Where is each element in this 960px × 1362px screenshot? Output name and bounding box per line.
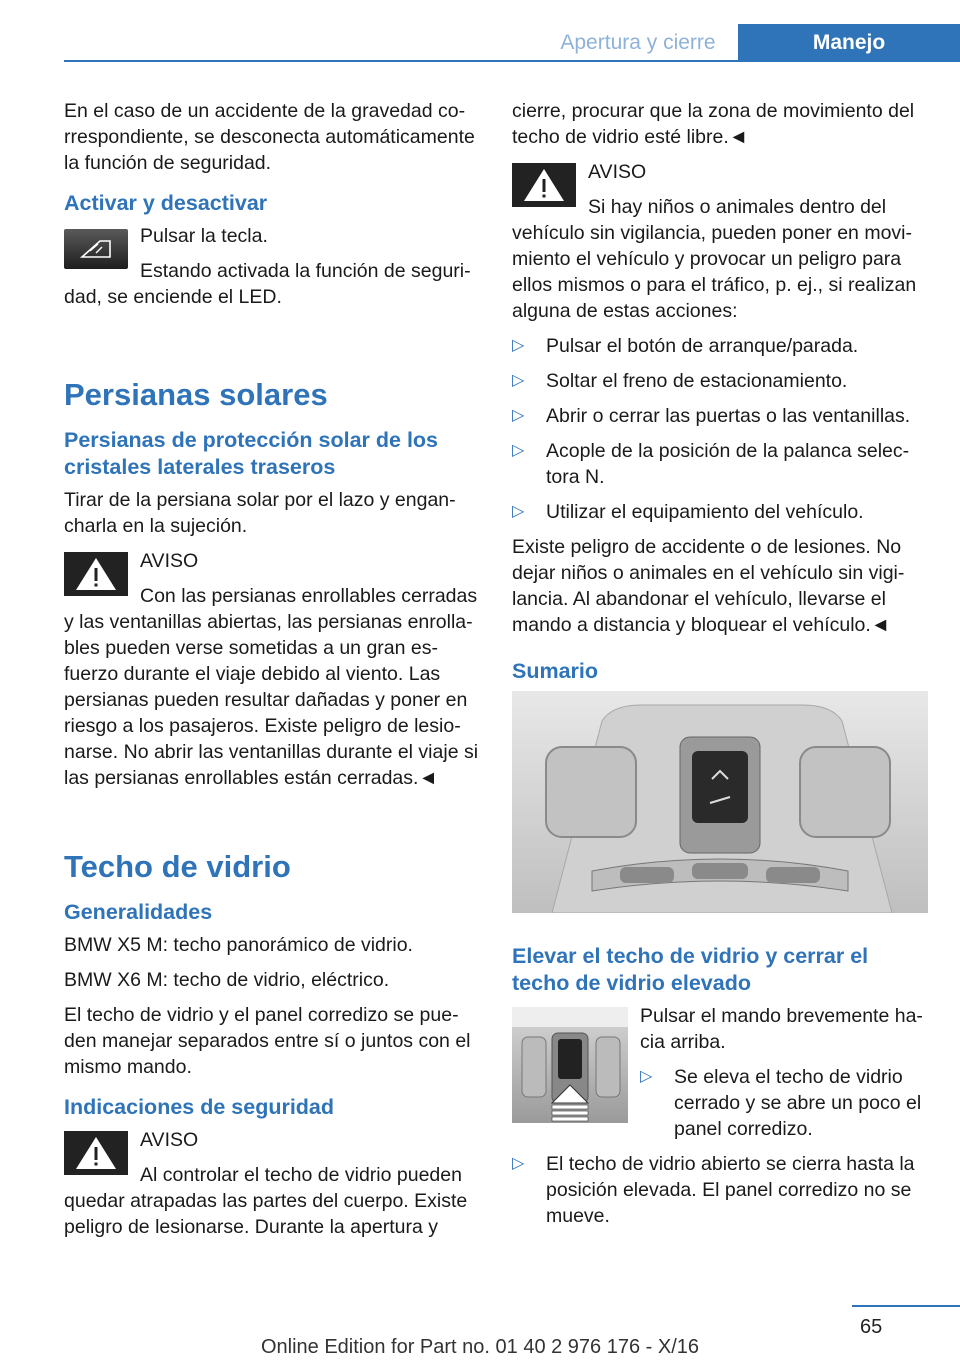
warning-text: Con las persianas enrollables cerradas y las ventanillas abiertas, las persianas enrollables pueden verse sometidas a un gran esfuerzo durante el viaje debido al viento. Las persianas pueden resultar dañadas y poner en riesgo a los pasajeros. Existe peligro de lesionarse. No abrir las ventanillas durante el viaje si las persianas enrollables están cerradas.◄ [64, 585, 479, 789]
triangle-marker-icon: ▷ [512, 337, 525, 354]
triangle-marker-icon: ▷ [512, 1155, 525, 1172]
list-item: ▷ Acople de la posición de la palanca selectora N. [512, 440, 910, 488]
heading-raise-roof: Elevar el techo de vidrio y cerrar el techo de vidrio elevado [512, 944, 869, 995]
panel-text: El techo de vidrio y el panel corredizo se pueden manejar separados entre sí o juntos con el mismo mando. [64, 1004, 471, 1078]
heading-safety: Indicaciones de seguridad [64, 1095, 335, 1119]
action-list [512, 333, 928, 525]
triangle-marker-icon: ▷ [512, 442, 525, 459]
warning-label: AVISO [140, 1129, 199, 1151]
triangle-marker-icon: ▷ [640, 1068, 653, 1085]
heading-glass-roof: Techo de vidrio [64, 849, 291, 884]
right-column [512, 98, 928, 1238]
heading-blinds: Persianas solares [64, 377, 328, 412]
blind-text: Tirar de la persiana solar por el lazo y engancharla en la sujeción. [64, 489, 456, 537]
list-item: ▷ Soltar el freno de estacionamiento. [512, 370, 848, 392]
warning-label: AVISO [140, 550, 199, 572]
list-item: ▷ Abrir o cerrar las puertas o las ventanillas. [512, 405, 911, 427]
list-item: ▷ Utilizar el equipamiento del vehículo. [512, 501, 864, 523]
list-item: ▷ Se eleva el techo de vidrio cerrado y se abre un poco el panel corredizo. [640, 1066, 922, 1140]
warning-triangle-icon [64, 1131, 128, 1175]
page-number: 65 [860, 1316, 883, 1338]
led-text: Estando activada la función de seguridad, se enciende el LED. [64, 260, 471, 308]
left-column [64, 98, 480, 1249]
header-chapter: Manejo [738, 24, 960, 62]
triangle-marker-icon: ▷ [512, 503, 525, 520]
heading-activate: Activar y desactivar [64, 191, 268, 215]
result-list [512, 1151, 928, 1229]
heading-summary: Sumario [512, 659, 599, 683]
list-item: ▷ El techo de vidrio abierto se cierra hasta la posición elevada. El panel corredizo no se mueve. [512, 1153, 915, 1227]
warning-label: AVISO [588, 161, 647, 183]
x6-text: BMW X6 M: techo de vidrio, eléctrico. [64, 969, 390, 991]
press-key-text: Pulsar la tecla. [140, 225, 268, 247]
warning-triangle-icon [512, 163, 576, 207]
warning-triangle-icon [64, 552, 128, 596]
danger-text: Existe peligro de accidente o de lesiones. No dejar niños o animales en el vehículo sin vigilancia. Al abandonar el vehículo, llevarse el mando a distancia y bloquear el vehículo.◄ [512, 536, 905, 636]
warning-text: Si hay niños o animales dentro del vehículo sin vigilancia, pueden poner en movimiento el vehículo y provocar un peligro para ellos mismos o para el tráfico, p. ej., si realizan alguna de estas acciones: [512, 196, 917, 322]
triangle-marker-icon: ▷ [512, 372, 525, 389]
x5-text: BMW X5 M: techo panorámico de vidrio. [64, 934, 413, 956]
sub-list [640, 1064, 928, 1142]
safety-paragraph: En el caso de un accidente de la gravedad correspondiente, se desconecta automáticamente la función de seguridad. [64, 100, 475, 174]
heading-general: Generalidades [64, 900, 213, 924]
roof-console-photo [512, 691, 928, 913]
footer-edition: Online Edition for Part no. 01 40 2 976 176 - X/16 [260, 1336, 700, 1358]
list-item: ▷ Pulsar el botón de arranque/parada. [512, 335, 859, 357]
window-switch-icon [64, 229, 128, 269]
heading-rear-blinds: Persianas de protección solar de los cristales laterales traseros [64, 428, 439, 479]
warning-text: Al controlar el techo de vidrio pueden quedar atrapadas las partes del cuerpo. Existe peligro de lesionarse. Durante la apertura y [64, 1164, 468, 1238]
roof-switch-photo [512, 1007, 628, 1123]
footer-rule [852, 1305, 960, 1307]
triangle-marker-icon: ▷ [512, 407, 525, 424]
continued-text: cierre, procurar que la zona de movimiento del techo de vidrio esté libre.◄ [512, 100, 915, 148]
header-section: Apertura y cierre [560, 31, 716, 54]
press-up-text: Pulsar el mando brevemente hacia arriba. [640, 1005, 923, 1053]
